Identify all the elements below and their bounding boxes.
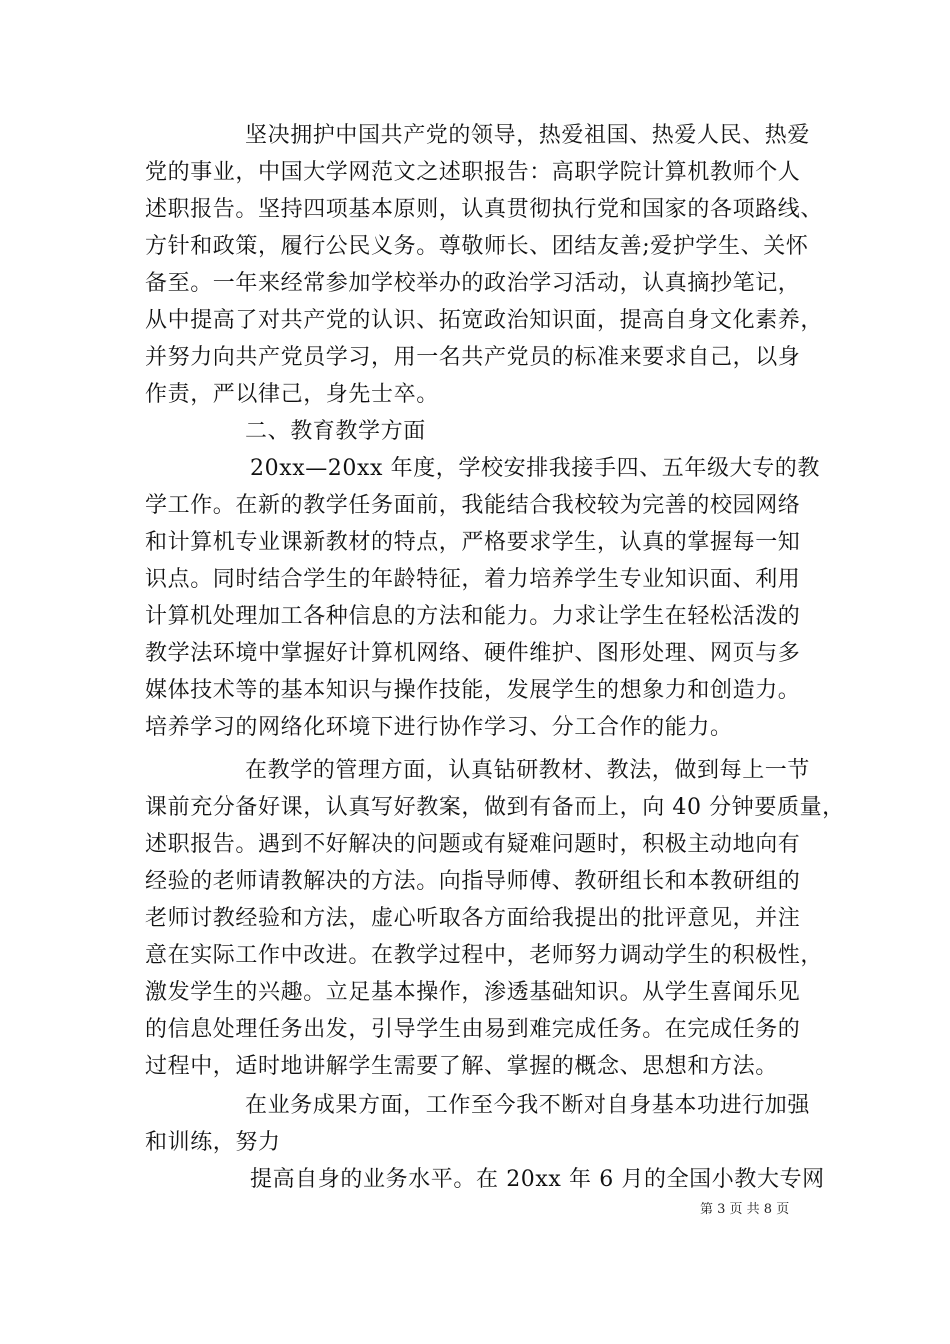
section-heading: 二、教育教学方面 xyxy=(245,419,426,444)
text-line: 媒体技术等的基本知识与操作技能，发展学生的想象力和创造力。 xyxy=(145,678,801,703)
text-line: 在教学的管理方面，认真钻研教材、教法，做到每上一节 xyxy=(245,758,811,783)
text-line: 的信息处理任务出发，引导学生由易到难完成任务。在完成任务的 xyxy=(145,1017,801,1042)
text-line: 作责，严以律己，身先士卒。 xyxy=(145,382,439,407)
text-line: 并努力向共产党员学习，用一名共产党员的标准来要求自己，以身 xyxy=(145,345,801,370)
text-line: 意在实际工作中改进。在教学过程中，老师努力调动学生的积极性， xyxy=(145,943,824,968)
text-line: 20xx—20xx 年度，学校安排我接手四、五年级大专的教 xyxy=(250,456,821,481)
text-line: 方针和政策，履行公民义务。尊敬师长、团结友善;爱护学生、关怀 xyxy=(145,234,809,259)
text-line: 备至。一年来经常参加学校举办的政治学习活动，认真摘抄笔记， xyxy=(145,271,801,296)
text-line: 经验的老师请教解决的方法。向指导师傅、教研组长和本教研组的 xyxy=(145,869,801,894)
text-line: 在业务成果方面，工作至今我不断对自身基本功进行加强 xyxy=(245,1093,811,1118)
text-line: 和计算机专业课新教材的特点，严格要求学生，认真的掌握每一知 xyxy=(145,530,801,555)
text-line: 识点。同时结合学生的年龄特征，着力培养学生专业知识面、利用 xyxy=(145,567,801,592)
text-line: 党的事业，中国大学网范文之述职报告：高职学院计算机教师个人 xyxy=(145,160,801,185)
text-line: 述职报告。坚持四项基本原则，认真贯彻执行党和国家的各项路线、 xyxy=(145,197,824,222)
page-footer: 第 3 页 共 8 页 xyxy=(700,1202,790,1217)
text-line: 教学法环境中掌握好计算机网络、硬件维护、图形处理、网页与多 xyxy=(145,641,801,666)
text-line: 过程中，适时地讲解学生需要了解、掌握的概念、思想和方法。 xyxy=(145,1054,778,1079)
text-line: 老师讨教经验和方法，虚心听取各方面给我提出的批评意见，并注 xyxy=(145,906,801,931)
text-line: 述职报告。遇到不好解决的问题或有疑难问题时，积极主动地向有 xyxy=(145,832,801,857)
text-line: 和训练，努力 xyxy=(145,1130,281,1155)
text-line: 激发学生的兴趣。立足基本操作，渗透基础知识。从学生喜闻乐见 xyxy=(145,980,801,1005)
text-line: 坚决拥护中国共产党的领导，热爱祖国、热爱人民、热爱 xyxy=(245,123,811,148)
text-line: 学工作。在新的教学任务面前，我能结合我校较为完善的校园网络 xyxy=(145,493,801,518)
text-line: 从中提高了对共产党的认识、拓宽政治知识面，提高自身文化素养， xyxy=(145,308,824,333)
text-line: 计算机处理加工各种信息的方法和能力。力求让学生在轻松活泼的 xyxy=(145,604,801,629)
text-line: 培养学习的网络化环境下进行协作学习、分工合作的能力。 xyxy=(145,715,733,740)
text-line: 提高自身的业务水平。在 20xx 年 6 月的全国小教大专网 xyxy=(250,1167,825,1192)
text-line: 课前充分备好课，认真写好教案，做到有备而上，向 40 分钟要质量， xyxy=(145,795,845,820)
